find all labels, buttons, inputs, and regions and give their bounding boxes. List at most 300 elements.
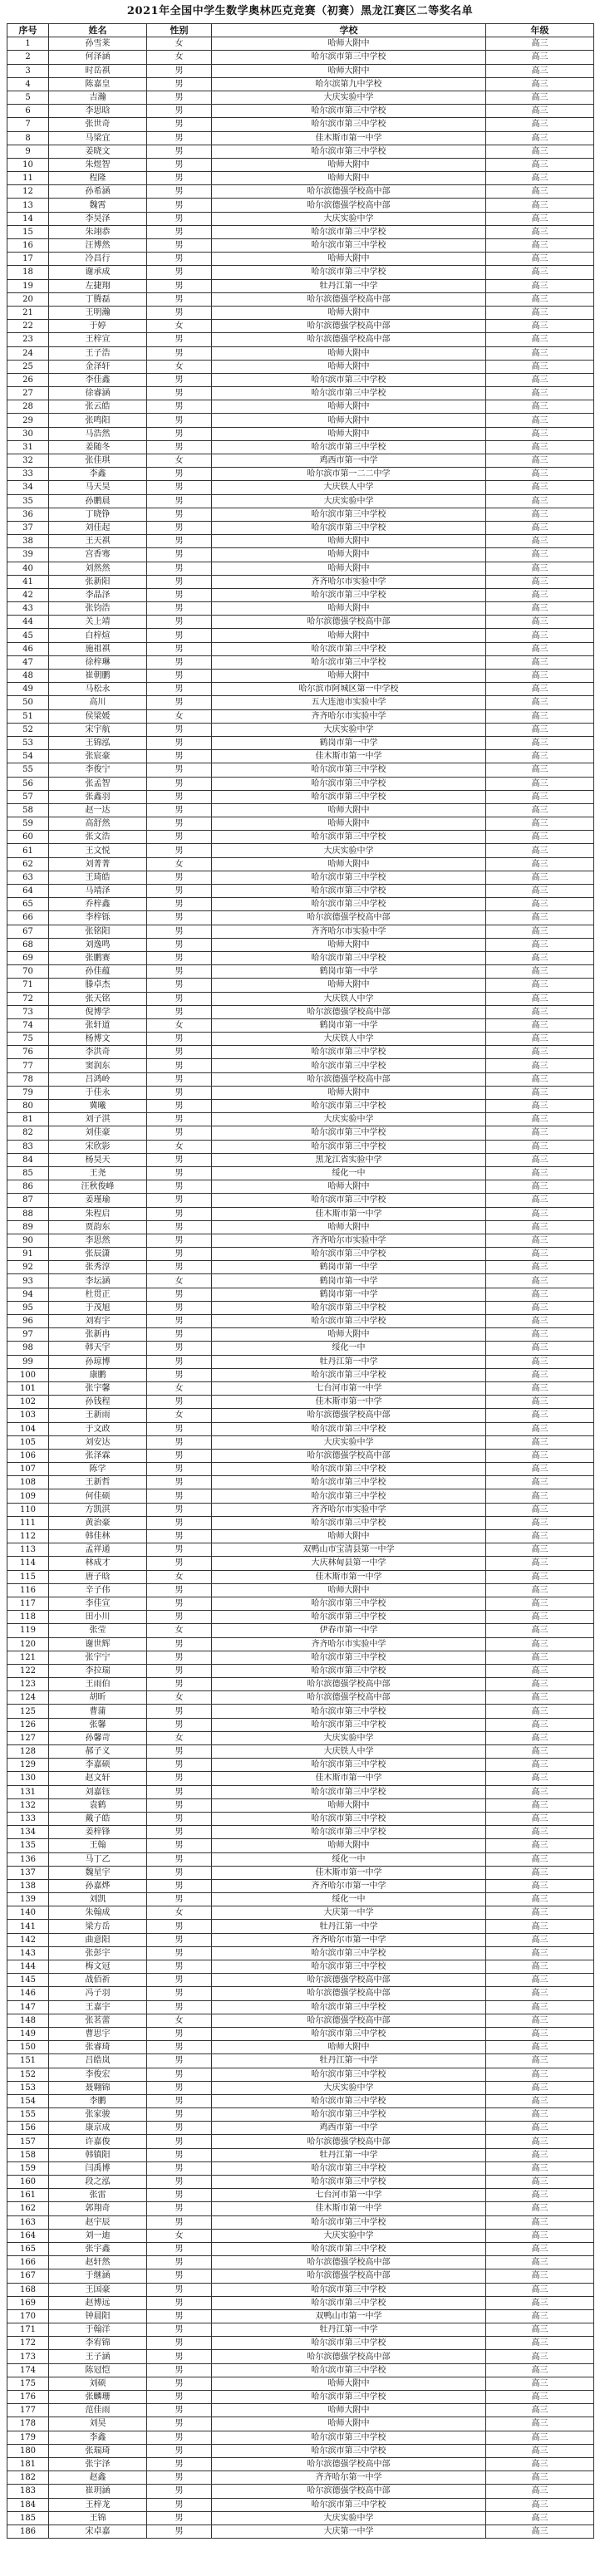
cell-gender: 男 [147, 172, 212, 185]
cell-gender: 男 [147, 1597, 212, 1610]
cell-school: 哈尔滨市第三中学校 [212, 1301, 486, 1314]
cell-index: 141 [7, 1920, 49, 1933]
cell-name: 刘安达 [49, 1435, 147, 1449]
cell-school: 大庆实验中学 [212, 494, 486, 508]
table-row [7, 1946, 594, 1960]
table-row [7, 1288, 594, 1301]
cell-grade: 高三 [486, 400, 594, 414]
cell-gender: 女 [147, 360, 212, 373]
cell-name: 程隆 [49, 172, 147, 185]
cell-index: 145 [7, 1974, 49, 1987]
cell-grade: 高三 [486, 2296, 594, 2309]
cell-school: 哈师大附中 [212, 64, 486, 77]
table-row [7, 1785, 594, 1798]
cell-school: 大庆实验中学 [212, 844, 486, 857]
table-row [7, 64, 594, 77]
cell-index: 119 [7, 1624, 49, 1637]
cell-name: 李俊宁 [49, 763, 147, 777]
cell-gender: 男 [147, 373, 212, 386]
cell-school: 哈尔滨市第三中学校 [212, 1718, 486, 1731]
table-row [7, 683, 594, 696]
cell-school: 哈尔滨市第三中学校 [212, 1422, 486, 1435]
cell-gender: 男 [147, 2068, 212, 2081]
cell-index: 169 [7, 2296, 49, 2309]
table-row [7, 1033, 594, 1046]
cell-grade: 高三 [486, 979, 594, 992]
cell-grade: 高三 [486, 885, 594, 898]
cell-grade: 高三 [486, 1166, 594, 1180]
table-row [7, 1759, 594, 1772]
table-row [7, 670, 594, 683]
cell-school: 齐齐哈尔市第一中学 [212, 1933, 486, 1946]
cell-school: 哈尔滨市第三中学校 [212, 1664, 486, 1677]
cell-name: 张宇宁 [49, 1651, 147, 1664]
cell-grade: 高三 [486, 1920, 594, 1933]
cell-school: 哈尔滨市第三中学校 [212, 239, 486, 253]
cell-gender: 男 [147, 105, 212, 118]
cell-grade: 高三 [486, 951, 594, 964]
cell-name: 张新冉 [49, 1328, 147, 1342]
cell-grade: 高三 [486, 2108, 594, 2122]
cell-gender: 男 [147, 1342, 212, 1355]
cell-name: 孙雪莱 [49, 37, 147, 51]
cell-school: 哈尔滨市第三中学校 [212, 1046, 486, 1059]
cell-index: 30 [7, 427, 49, 440]
cell-name: 王梓龙 [49, 2498, 147, 2511]
cell-name: 李洪奇 [49, 1046, 147, 1059]
cell-grade: 高三 [486, 602, 594, 616]
cell-grade: 高三 [486, 91, 594, 104]
table-row [7, 2363, 594, 2377]
cell-grade: 高三 [486, 1772, 594, 1785]
cell-grade: 高三 [486, 131, 594, 145]
cell-school: 齐齐哈尔第一中学 [212, 2471, 486, 2485]
table-row [7, 602, 594, 616]
cell-grade: 高三 [486, 2363, 594, 2377]
cell-name: 张宸豪 [49, 750, 147, 763]
cell-school: 双鸭山市第一中学 [212, 2309, 486, 2323]
cell-grade: 高三 [486, 1597, 594, 1610]
cell-gender: 男 [147, 2256, 212, 2269]
cell-grade: 高三 [486, 521, 594, 534]
table-row [7, 1234, 594, 1247]
table-row [7, 77, 594, 91]
table-row [7, 1274, 594, 1288]
cell-name: 丁晓铮 [49, 508, 147, 521]
cell-index: 154 [7, 2094, 49, 2107]
cell-gender: 男 [147, 1166, 212, 1180]
cell-gender: 女 [147, 857, 212, 871]
cell-name: 黄治豪 [49, 1516, 147, 1529]
cell-grade: 高三 [486, 1933, 594, 1946]
cell-school: 牡丹江第一中学 [212, 2323, 486, 2337]
table-row [7, 1059, 594, 1072]
cell-school: 哈师大附中 [212, 1583, 486, 1597]
cell-school: 齐齐哈尔市实验中学 [212, 709, 486, 723]
table-row [7, 1005, 594, 1018]
table-row [7, 2524, 594, 2538]
cell-gender: 女 [147, 2229, 212, 2242]
cell-grade: 高三 [486, 172, 594, 185]
cell-gender: 男 [147, 266, 212, 279]
table-row [7, 414, 594, 427]
cell-index: 35 [7, 494, 49, 508]
cell-school: 牡丹江第一中学 [212, 2148, 486, 2161]
cell-gender: 男 [147, 1072, 212, 1086]
cell-name: 郭翔奇 [49, 2202, 147, 2215]
cell-school: 伊春市第一中学 [212, 1624, 486, 1637]
cell-grade: 高三 [486, 105, 594, 118]
cell-grade: 高三 [486, 1274, 594, 1288]
cell-name: 杨博文 [49, 1033, 147, 1046]
cell-school: 哈尔滨市第三中学校 [212, 1248, 486, 1261]
cell-name: 宫香骞 [49, 548, 147, 562]
cell-grade: 高三 [486, 454, 594, 468]
cell-grade: 高三 [486, 1664, 594, 1677]
cell-name: 张家骏 [49, 2108, 147, 2122]
cell-index: 110 [7, 1503, 49, 1516]
cell-grade: 高三 [486, 2309, 594, 2323]
cell-school: 哈尔滨市第三中学校 [212, 2498, 486, 2511]
table-row [7, 1516, 594, 1529]
table-row [7, 548, 594, 562]
cell-index: 80 [7, 1100, 49, 1113]
cell-grade: 高三 [486, 2337, 594, 2350]
cell-gender: 男 [147, 91, 212, 104]
cell-grade: 高三 [486, 306, 594, 319]
table-row [7, 91, 594, 104]
cell-name: 朱翰成 [49, 1906, 147, 1920]
cell-grade: 高三 [486, 1879, 594, 1892]
cell-grade: 高三 [486, 1072, 594, 1086]
cell-grade: 高三 [486, 992, 594, 1005]
cell-gender: 男 [147, 77, 212, 91]
cell-school: 哈师大附中 [212, 360, 486, 373]
cell-grade: 高三 [486, 1005, 594, 1018]
cell-grade: 高三 [486, 1288, 594, 1301]
cell-grade: 高三 [486, 51, 594, 64]
cell-name: 徐睿涵 [49, 387, 147, 400]
table-row [7, 1046, 594, 1059]
cell-index: 168 [7, 2283, 49, 2296]
cell-gender: 男 [147, 2135, 212, 2148]
cell-grade: 高三 [486, 831, 594, 844]
cell-school: 五大连池市实验中学 [212, 696, 486, 709]
cell-school: 哈师大附中 [212, 400, 486, 414]
cell-name: 李俊宏 [49, 2068, 147, 2081]
table-row [7, 535, 594, 548]
cell-index: 77 [7, 1059, 49, 1072]
cell-gender: 男 [147, 562, 212, 575]
cell-gender: 男 [147, 1355, 212, 1368]
cell-school: 哈尔滨市第三中学校 [212, 387, 486, 400]
table-row [7, 2081, 594, 2094]
cell-school: 哈师大附中 [212, 548, 486, 562]
cell-grade: 高三 [486, 1315, 594, 1328]
cell-name: 魏星宇 [49, 1866, 147, 1879]
table-row [7, 790, 594, 803]
cell-grade: 高三 [486, 670, 594, 683]
cell-grade: 高三 [486, 1651, 594, 1664]
cell-grade: 高三 [486, 736, 594, 749]
cell-name: 赵鑫 [49, 2471, 147, 2485]
cell-grade: 高三 [486, 777, 594, 790]
cell-school: 佳木斯市第一中学 [212, 1207, 486, 1220]
cell-grade: 高三 [486, 1557, 594, 1570]
cell-index: 32 [7, 454, 49, 468]
cell-gender: 男 [147, 1557, 212, 1570]
table-row [7, 158, 594, 171]
cell-grade: 高三 [486, 2148, 594, 2161]
cell-gender: 男 [147, 279, 212, 292]
cell-index: 87 [7, 1194, 49, 1207]
table-row [7, 2498, 594, 2511]
cell-name: 何佳硕 [49, 1489, 147, 1503]
cell-index: 37 [7, 521, 49, 534]
cell-index: 56 [7, 777, 49, 790]
table-row [7, 2323, 594, 2337]
cell-grade: 高三 [486, 2027, 594, 2040]
cell-name: 王子涵 [49, 2350, 147, 2363]
cell-school: 哈师大附中 [212, 602, 486, 616]
cell-index: 142 [7, 1933, 49, 1946]
cell-name: 袁鹤 [49, 1798, 147, 1812]
cell-name: 刘凯 [49, 1893, 147, 1906]
cell-name: 李鹏 [49, 2094, 147, 2107]
cell-index: 170 [7, 2309, 49, 2323]
table-row [7, 1583, 594, 1597]
cell-school: 哈尔滨市第三中学校 [212, 2176, 486, 2189]
cell-index: 66 [7, 911, 49, 925]
cell-index: 136 [7, 1852, 49, 1866]
cell-gender: 男 [147, 2041, 212, 2054]
cell-index: 78 [7, 1072, 49, 1086]
cell-index: 25 [7, 360, 49, 373]
cell-grade: 高三 [486, 1893, 594, 1906]
table-row [7, 1301, 594, 1314]
cell-school: 哈尔滨市第三中学校 [212, 1315, 486, 1328]
cell-gender: 男 [147, 911, 212, 925]
cell-grade: 高三 [486, 2404, 594, 2417]
cell-school: 哈尔滨市第三中学校 [212, 2444, 486, 2457]
cell-gender: 男 [147, 2054, 212, 2068]
cell-name: 张馨 [49, 1718, 147, 1731]
table-header [7, 24, 594, 37]
cell-school: 哈尔滨市第三中学校 [212, 1597, 486, 1610]
table-row [7, 1422, 594, 1435]
cell-school: 哈尔滨市第三中学校 [212, 642, 486, 655]
cell-grade: 高三 [486, 2391, 594, 2404]
cell-name: 韩天宇 [49, 1342, 147, 1355]
cell-grade: 高三 [486, 2377, 594, 2390]
cell-index: 21 [7, 306, 49, 319]
table-row [7, 468, 594, 481]
cell-grade: 高三 [486, 508, 594, 521]
table-row [7, 965, 594, 979]
cell-school: 哈师大附中 [212, 414, 486, 427]
cell-school: 哈尔滨市第三中学校 [212, 2283, 486, 2296]
cell-name: 张新阳 [49, 575, 147, 588]
cell-grade: 高三 [486, 1409, 594, 1422]
cell-grade: 高三 [486, 655, 594, 669]
table-row [7, 1570, 594, 1583]
cell-index: 81 [7, 1113, 49, 1126]
cell-index: 90 [7, 1234, 49, 1247]
cell-name: 方凯淇 [49, 1503, 147, 1516]
table-row [7, 2094, 594, 2107]
cell-grade: 高三 [486, 1381, 594, 1395]
cell-index: 100 [7, 1368, 49, 1381]
header-gender: 性别 [147, 24, 212, 37]
table-row [7, 1812, 594, 1825]
table-row [7, 1678, 594, 1691]
table-row [7, 1893, 594, 1906]
cell-name: 孙鹏晨 [49, 494, 147, 508]
cell-index: 15 [7, 225, 49, 238]
cell-grade: 高三 [486, 938, 594, 951]
cell-school: 哈尔滨市第三中学校 [212, 1812, 486, 1825]
cell-index: 73 [7, 1005, 49, 1018]
table-row [7, 51, 594, 64]
cell-school: 哈师大附中 [212, 253, 486, 266]
table-row [7, 1933, 594, 1946]
table-row [7, 2391, 594, 2404]
cell-school: 鹤岗市第一中学 [212, 965, 486, 979]
cell-grade: 高三 [486, 1234, 594, 1247]
table-row [7, 1906, 594, 1920]
cell-name: 高舒然 [49, 817, 147, 831]
cell-index: 114 [7, 1557, 49, 1570]
cell-name: 张钧浩 [49, 602, 147, 616]
cell-index: 10 [7, 158, 49, 171]
cell-name: 宋卓嘉 [49, 2524, 147, 2538]
cell-school: 哈尔滨市第三中学校 [212, 1759, 486, 1772]
cell-grade: 高三 [486, 965, 594, 979]
cell-name: 丁腾磊 [49, 292, 147, 306]
header-row [7, 24, 594, 37]
cell-index: 3 [7, 64, 49, 77]
cell-school: 哈尔滨市第三中学校 [212, 1785, 486, 1798]
cell-gender: 男 [147, 1113, 212, 1126]
cell-grade: 高三 [486, 387, 594, 400]
cell-name: 李思然 [49, 1234, 147, 1247]
cell-gender: 男 [147, 1839, 212, 1852]
cell-name: 冯子羽 [49, 1987, 147, 2000]
cell-grade: 高三 [486, 360, 594, 373]
cell-grade: 高三 [486, 2269, 594, 2283]
cell-school: 哈师大附中 [212, 2417, 486, 2431]
cell-gender: 男 [147, 400, 212, 414]
cell-name: 梁方岳 [49, 1920, 147, 1933]
cell-index: 40 [7, 562, 49, 575]
table-row [7, 898, 594, 911]
cell-index: 89 [7, 1220, 49, 1234]
cell-name: 徐梓琳 [49, 655, 147, 669]
cell-grade: 高三 [486, 253, 594, 266]
table-row [7, 2176, 594, 2189]
cell-school: 大庆第一中学 [212, 1906, 486, 1920]
cell-grade: 高三 [486, 1396, 594, 1409]
cell-name: 杜贯正 [49, 1288, 147, 1301]
cell-name: 王明瀚 [49, 306, 147, 319]
cell-school: 哈尔滨市第三中学校 [212, 1960, 486, 1974]
cell-index: 76 [7, 1046, 49, 1059]
cell-grade: 高三 [486, 414, 594, 427]
page-title: 2021年全国中学生数学奥林匹克竞赛（初赛）黑龙江赛区二等奖名单 [126, 5, 474, 17]
table-row [7, 1960, 594, 1974]
cell-grade: 高三 [486, 1705, 594, 1718]
cell-name: 朱程启 [49, 1207, 147, 1220]
cell-gender: 男 [147, 790, 212, 803]
cell-gender: 男 [147, 2081, 212, 2094]
table-row [7, 2161, 594, 2175]
cell-gender: 男 [147, 831, 212, 844]
cell-index: 86 [7, 1180, 49, 1194]
cell-index: 176 [7, 2391, 49, 2404]
cell-name: 谢承成 [49, 266, 147, 279]
cell-school: 哈尔滨市第三中学校 [212, 2391, 486, 2404]
cell-gender: 男 [147, 1396, 212, 1409]
cell-name: 侯梁媛 [49, 709, 147, 723]
cell-index: 98 [7, 1342, 49, 1355]
cell-school: 哈尔滨德强学校高中部 [212, 1072, 486, 1086]
table-row [7, 2000, 594, 2014]
cell-grade: 高三 [486, 1194, 594, 1207]
cell-index: 17 [7, 253, 49, 266]
table-row [7, 1866, 594, 1879]
table-row [7, 2027, 594, 2040]
cell-school: 大庆实验中学 [212, 91, 486, 104]
cell-index: 150 [7, 2041, 49, 2054]
table-row [7, 1731, 594, 1744]
cell-gender: 男 [147, 185, 212, 199]
table-row [7, 1072, 594, 1086]
cell-grade: 高三 [486, 2457, 594, 2471]
cell-gender: 男 [147, 763, 212, 777]
table-row [7, 2337, 594, 2350]
cell-school: 哈尔滨市第三中学校 [212, 2000, 486, 2014]
cell-grade: 高三 [486, 575, 594, 588]
cell-gender: 男 [147, 1476, 212, 1489]
cell-name: 杨昊天 [49, 1153, 147, 1166]
table-row [7, 2202, 594, 2215]
cell-gender: 女 [147, 1570, 212, 1583]
cell-school: 哈尔滨市第三中学校 [212, 2296, 486, 2309]
table-row [7, 925, 594, 938]
cell-name: 于婷 [49, 320, 147, 333]
cell-name: 王梓宣 [49, 333, 147, 346]
cell-index: 106 [7, 1449, 49, 1462]
cell-school: 哈尔滨市第三中学校 [212, 1611, 486, 1624]
cell-grade: 高三 [486, 1328, 594, 1342]
cell-name: 宋欣影 [49, 1140, 147, 1153]
table-row [7, 1503, 594, 1516]
cell-school: 牡丹江第一中学 [212, 1920, 486, 1933]
cell-school: 大庆实验中学 [212, 2229, 486, 2242]
cell-index: 27 [7, 387, 49, 400]
header-name: 姓名 [49, 24, 147, 37]
cell-name: 田小川 [49, 1611, 147, 1624]
cell-school: 哈尔滨市第三中学校 [212, 440, 486, 454]
cell-school: 七台河市第一中学 [212, 2189, 486, 2202]
cell-school: 哈尔滨德强学校高中部 [212, 2256, 486, 2269]
cell-grade: 高三 [486, 1422, 594, 1435]
cell-name: 马松永 [49, 683, 147, 696]
cell-name: 王翰 [49, 1839, 147, 1852]
cell-school: 齐齐哈尔市实验中学 [212, 925, 486, 938]
cell-gender: 男 [147, 602, 212, 616]
cell-gender: 男 [147, 2215, 212, 2229]
